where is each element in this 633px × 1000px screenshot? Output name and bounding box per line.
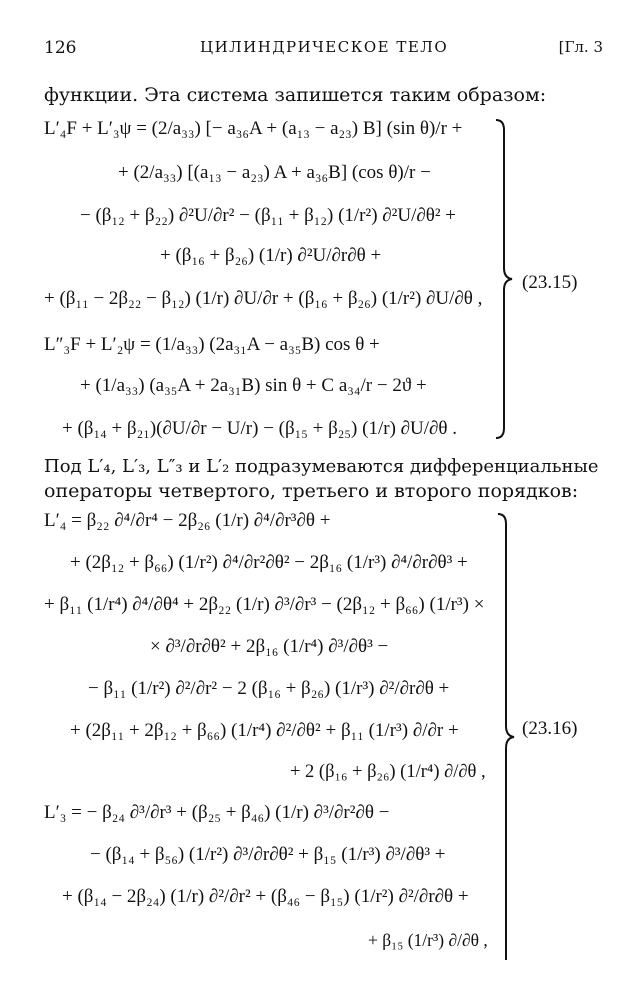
equation-line: + β₁₁ (1/r⁴) ∂⁴/∂θ⁴ + 2β₂₂ (1/r) ∂³/∂r³ − (2β₁₂ + β₆₆) (1/r³) × <box>44 594 485 615</box>
equation-line: + (β₁₄ + β₂₁)(∂U/∂r − U/r) − (β₁₅ + β₂₅) (1/r) ∂U/∂θ . <box>62 418 458 439</box>
equation-number: (23.15) <box>522 272 578 293</box>
equation-line: + (2β₁₂ + β₆₆) (1/r²) ∂⁴/∂r²∂θ² − 2β₁₆ (1/r³) ∂⁴/∂r∂θ³ + <box>70 552 468 573</box>
equation-line: + (β₁₁ − 2β₂₂ − β₁₂) (1/r) ∂U/∂r + (β₁₆ + β₂₆) (1/r²) ∂U/∂θ , <box>44 288 483 309</box>
equation-line: − (β₁₄ + β₅₆) (1/r²) ∂³/∂r∂θ² + β₁₅ (1/r³) ∂³/∂θ³ + <box>90 844 446 865</box>
equation-line: + (2β₁₁ + 2β₁₂ + β₆₆) (1/r⁴) ∂²/∂θ² + β₁₁ (1/r³) ∂/∂r + <box>70 720 459 741</box>
equation-line: + β₁₅ (1/r³) ∂/∂θ , <box>368 930 488 950</box>
equation-number: (23.16) <box>522 718 578 739</box>
right-brace-icon <box>494 118 516 440</box>
equation-line: + 2 (β₁₆ + β₂₆) (1/r⁴) ∂/∂θ , <box>290 762 486 782</box>
equation-line: L″₃F + L′₂ψ = (1/a₃₃) (2a₃₁A − a₃₅B) cos θ + <box>44 334 380 355</box>
equation-line: + (2/a₃₃) [(a₁₃ − a₂₃) A + a₃₆B] (cos θ)/r − <box>118 162 431 183</box>
running-title: ЦИЛИНДРИЧЕСКОЕ ТЕЛО <box>200 38 449 56</box>
equation-line: × ∂³/∂r∂θ² + 2β₁₆ (1/r⁴) ∂³/∂θ³ − <box>150 636 389 657</box>
chapter-label: [Гл. 3 <box>558 38 603 56</box>
running-header <box>0 38 633 62</box>
equation-line: + (β₁₄ − 2β₂₄) (1/r) ∂²/∂r² + (β₄₆ − β₁₅) (1/r²) ∂²/∂r∂θ + <box>62 886 469 907</box>
right-brace-icon <box>496 512 518 960</box>
equation-line: − (β₁₂ + β₂₂) ∂²U/∂r² − (β₁₁ + β₁₂) (1/r²) ∂²U/∂θ² + <box>80 205 457 226</box>
equation-line: L′₃ = − β₂₄ ∂³/∂r³ + (β₂₅ + β₄₆) (1/r) ∂³/∂r²∂θ − <box>44 802 390 823</box>
equation-line: L′₄ = β₂₂ ∂⁴/∂r⁴ − 2β₂₆ (1/r) ∂⁴/∂r³∂θ + <box>44 510 331 531</box>
paragraph-line: операторы четвертого, третьего и второго порядков: <box>44 480 579 502</box>
equation-line: + (β₁₆ + β₂₆) (1/r) ∂²U/∂r∂θ + <box>160 245 382 266</box>
equation-line: − β₁₁ (1/r²) ∂²/∂r² − 2 (β₁₆ + β₂₆) (1/r³) ∂²/∂r∂θ + <box>88 678 450 699</box>
equation-line: + (1/a₃₃) (a₃₅A + 2a₃₁B) sin θ + C a₃₄/r − 2ϑ + <box>80 375 427 396</box>
paragraph-line: Под L′₄, L′₃, L″₃ и L′₂ подразумеваются дифференциальные <box>44 456 599 477</box>
equation-line: L′₄F + L′₃ψ = (2/a₃₃) [− a₃₆A + (a₁₃ − a₂₃) B] (sin θ)/r + <box>44 118 463 139</box>
intro-text: функции. Эта система запишется таким образом: <box>44 84 547 106</box>
page-number: 126 <box>44 38 77 58</box>
